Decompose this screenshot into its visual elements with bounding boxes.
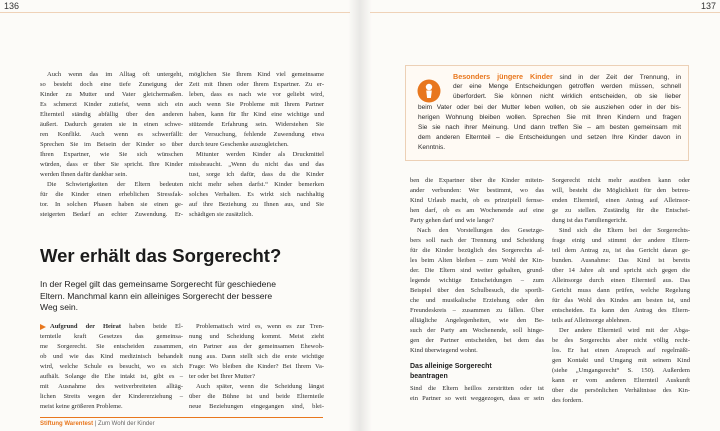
text-line: Sorgerecht nicht mehr ausüben kann oder	[552, 177, 690, 184]
text-line: würden, dass er über Sie spricht. Ihre Kinder	[40, 161, 183, 168]
intro-line: Eltern. Manchmal kann ein alleiniges Sorgerecht der bessere	[40, 290, 273, 301]
text-line: nicht mehr sehen darfst.“ Kinder bemerken	[189, 181, 324, 188]
arrow-marker-icon	[40, 324, 46, 330]
text-line: such der Party am Wochenende, soll hinge-	[410, 327, 544, 334]
top-rule-left	[0, 12, 350, 13]
paragraph-rest	[40, 332, 183, 412]
text-line: beim Vater oder bei der Mutter leben wollen, ob sie ausziehen oder in der bis-	[418, 103, 681, 111]
text-line: aufhält. Solange die Ehe intakt ist, gibt es –	[40, 373, 183, 380]
text-line: tust, sorge ich dafür, dass du die Kinder	[189, 171, 324, 178]
text-line: Nach den Vorstellungen des Gesetzge-	[417, 227, 544, 234]
text-line: tor. In solchen Phasen haben sie einen ge-	[40, 201, 183, 208]
subheading-line: Das alleinige Sorgerecht	[410, 363, 492, 370]
paragraph	[552, 176, 690, 226]
text-line: der Versuchung, fehlende Zuwendung etwa	[189, 131, 324, 138]
text-line: missbraucht. „Wenn du nicht das und das	[189, 161, 324, 168]
paragraph	[40, 332, 183, 412]
paragraph	[189, 70, 324, 150]
text-line: Auch später, wenn die Scheidung längst	[196, 383, 324, 390]
text-line: für die Kinder bezüglich des Sorgerechts al-	[410, 247, 544, 254]
column-body	[410, 176, 544, 356]
intro-line: Weg sein.	[40, 302, 79, 313]
text-line: nung aus. Dann stellt sich die erste wichtige	[189, 353, 324, 360]
text-line: nung und Scheidung kommt. Meist zieht	[189, 333, 324, 340]
text-line: les beim Alten bleiben – zum Wohl der Kin-	[410, 257, 544, 264]
text-line: Elternteil ständig abfällig über den anderen	[40, 111, 183, 118]
text-line: frage einig und stimmt der andere Eltern-	[552, 237, 690, 244]
text-line: Sind die Eltern heillos zerstritten oder ist	[410, 385, 544, 392]
text-line: Ihren Expartner, wie Sie sich wünschen	[40, 151, 183, 158]
right-column-1	[410, 176, 544, 404]
text-line: Beispiel über den Schulbesuch, die sportli-	[410, 287, 544, 294]
text-line: über 14 Jahre alt und spricht sich gegen die	[552, 267, 690, 274]
text-line: Es schmerzt Kinder zutiefst, wenn sich ein	[40, 101, 183, 108]
paragraph	[410, 176, 544, 226]
paragraph	[189, 382, 324, 412]
text-line: Kenntnis.	[418, 144, 446, 152]
section-intro	[40, 279, 340, 314]
page-footer	[40, 420, 155, 428]
text-line: kann er vom anderen Elternteil Auskunft	[552, 377, 690, 384]
subheading	[410, 362, 544, 382]
text-line: lichen Streits wegen der Kindererziehung –	[40, 393, 183, 400]
text-line: mit Ausnahme des weitverbreiteten alltäg-	[40, 383, 183, 390]
text-line: möglichen Sie Ihrem Kind viel gemeinsame	[189, 71, 324, 78]
text-line: überfordert. Sie können nicht wirklich entscheiden, ob sie lieber	[453, 93, 681, 101]
page-number-right: 137	[700, 1, 716, 11]
text-line: ein Partner aus der gemeinsamen Ehewoh-	[189, 343, 324, 350]
text-line: ternteile kraft Gesetzes das gemeinsa-	[40, 333, 183, 340]
text-line: ter oder bei Ihrer Mutter?	[189, 373, 256, 380]
text-line: durch teure Geschenke auszugleichen.	[189, 141, 289, 148]
text-line: teils auf Alleinsorge ablehnen.	[552, 317, 631, 324]
text-line: für die Kinder einen erheblichen Stressfak-	[40, 191, 183, 198]
intro-line: In der Regel gilt das gemeinsame Sorgerecht für geschiedene	[40, 279, 276, 289]
tip-lead: Besonders jüngere Kinder	[453, 72, 553, 81]
text-line: dem anderen Elternteil – die Entscheidungen und setzen Ihre Kinder davon in	[418, 134, 681, 142]
left-lower-column-1	[40, 322, 183, 412]
text-line: will, besteht die Möglichkeit für den betreu-	[552, 187, 690, 194]
text-line: Party gehen darf und wie lange?	[410, 217, 494, 224]
text-line: Auch wenn das im Alltag oft untergeht,	[47, 71, 183, 78]
paragraph	[552, 326, 690, 406]
page-number-left: 136	[4, 1, 20, 11]
text-line: Kind Urlaub macht, ob es prinzipiell fernse-	[410, 197, 544, 204]
text-line: so besteht doch eine tiefe Zuneigung der	[40, 81, 183, 88]
tip-box-text	[418, 72, 681, 154]
paragraph	[410, 384, 544, 404]
text-line: schädigen sie zusätzlich.	[189, 211, 254, 218]
text-line: werden Ihnen dafür dankbar sein.	[40, 171, 128, 178]
footer-book-title: Zum Wohl der Kinder	[98, 421, 155, 427]
text-line: Sind sich die Eltern bei der Sorgerechts-	[559, 227, 690, 234]
text-line: für das Wohl des Kindes am besten ist, und	[552, 297, 690, 304]
text-line	[418, 72, 681, 82]
text-line: be des Sorgerechts aber nicht völlig recht-	[552, 337, 690, 344]
footer-rule	[40, 417, 323, 418]
paragraph	[552, 226, 690, 326]
section-heading: Wer erhält das Sorgerecht?	[40, 245, 282, 266]
text-line: gen der Partner entscheiden, bei dem das	[410, 337, 544, 344]
text-line: Die Schwierigkeiten der Eltern bedeuten	[47, 181, 183, 188]
text-line: des fordern.	[552, 397, 584, 404]
text-line: Der andere Elternteil wird mit der Abga-	[559, 327, 690, 334]
text-line: (siehe „Umgangsrecht“ S. 150). Außerdem	[552, 367, 690, 374]
text-line: hen darf, ob es am Wochenende auf eine	[410, 207, 544, 214]
paragraph	[189, 322, 324, 382]
footer-publisher: Stiftung Warentest	[40, 421, 94, 427]
text-line: Zeit mit Ihnen oder Ihrem Expartner. Zu er-	[189, 81, 324, 88]
tip-lead-rest: sind in der Zeit der Trennung, in	[552, 74, 681, 81]
text-line: Kinder zu Mutter und Vater gleichermaßen.	[40, 91, 183, 98]
text-line: ge zu stellen. Zuständig für die Entschei-	[552, 207, 690, 214]
top-rule-right	[370, 12, 720, 13]
text-line: ein Partner so weit weggezogen, dass er sein	[410, 395, 544, 402]
text-line: bunden. Ausnahme: Das Kind ist bereits	[552, 257, 690, 264]
paragraph	[189, 150, 324, 220]
text-line: me Sorgerecht. Sie entscheiden zusammen,	[40, 343, 183, 350]
text-line: neue Beziehungen eingegangen sind, blei-	[189, 403, 324, 410]
text-line: über die persönlichen Verhältnisse des Kin-	[552, 387, 690, 394]
text-line: che und musikalische Erziehung oder den	[410, 297, 544, 304]
footer-separator: |	[94, 421, 97, 427]
text-line: auf ihre Beziehung zu Ihnen aus, und Sie	[189, 201, 324, 208]
left-upper-column-2	[189, 70, 324, 220]
text-line: ob und wie das Kind medizinisch behandelt	[40, 353, 183, 360]
text-line: ander verbunden: Wer bestimmt, wo das	[410, 187, 544, 194]
text-line: auch wenn Sie Probleme mit Ihrem Partner	[189, 101, 324, 108]
text-line: alltägliche Angelegenheiten, wie den Be-	[410, 317, 544, 324]
left-lower-column-2	[189, 322, 324, 412]
text-line: Sie sie nach ihrer Meinung. Und dann treffen Sie – am besten gemeinsam mit	[418, 123, 681, 131]
right-column-2	[552, 176, 690, 406]
text-line: äußert. Dadurch geraten sie in einen schwe-	[40, 121, 183, 128]
text-line: bers soll nach der Trennung und Scheidung	[410, 237, 544, 244]
text-line: steigerten Bedarf an echter Zuwendung. Er-	[40, 211, 183, 218]
text-line: stützende Erfahrung sein. Widerstehen Sie	[189, 121, 324, 128]
text-line: wird, welche Schule es besucht, wo es sich	[40, 363, 183, 370]
text-line: Alleinsorge durch einen Elternteil aus. Das	[552, 277, 690, 284]
text-line: Problematisch wird es, wenn es zur Tren-	[196, 323, 324, 330]
text-line: meist keine größeren Probleme.	[40, 403, 123, 410]
text-line: los. Er hat einen Anspruch auf regelmäßi-	[552, 347, 690, 354]
text-line: Mitunter werden Kinder als Druckmittel	[196, 151, 324, 158]
text-line: haben, kann für Ihr Kind eine wichtige und	[189, 111, 324, 118]
text-line: Gericht muss dann prüfen, welche Regelung	[552, 287, 690, 294]
text-line: Kind überwiegend wohnt.	[410, 347, 478, 354]
text-line: legende wichtige Entscheidungen – zum	[410, 277, 544, 284]
text-line: entscheiden. Es kann den Antrag des Eltern-	[552, 307, 690, 314]
paragraph	[40, 70, 183, 180]
text-line: Frage: Wo bleiben die Kinder? Bei Ihrem Va-	[189, 363, 324, 370]
subheading-line: beantragen	[410, 373, 448, 380]
text-line: Freundeskreis – zusammen zu fällen. Über	[410, 307, 544, 314]
text-line: enden Elternteil, einen Antrag auf Alleinsor-	[552, 197, 690, 204]
left-upper-column-1	[40, 70, 183, 220]
text-line: ren Konflikt. Auch wenn es schwerfällt:	[40, 131, 183, 138]
paragraph	[410, 226, 544, 356]
text-line: teil dem Antrag zu, ist das Gericht daran ge-	[552, 247, 690, 254]
text-line: dung ist das Familiengericht.	[552, 217, 628, 224]
text-line: gen Kontakt und Umgang mit seinem Kind	[552, 357, 690, 364]
text-line: ben die Expartner über die Kinder mitein-	[410, 177, 544, 184]
book-gutter	[348, 0, 372, 431]
text-line: leben, dass es nach wie vor geliebt wird,	[189, 91, 324, 98]
text-line: solches Verhalten. Es wirkt sich nachhaltig	[189, 191, 324, 198]
text-line: über die Bühne ist und beide Elternteile	[189, 393, 324, 400]
text-line: Sprechen Sie im Beisein der Kinder so über	[40, 141, 183, 148]
text-line	[40, 322, 183, 332]
text-line: der. Die Eltern sind weiter gehalten, grund-	[410, 267, 544, 274]
text-line: herigen Wohnung bleiben wollen. Sprechen Sie mit Ihren Kindern und fragen	[418, 113, 681, 121]
column-body	[410, 384, 544, 404]
lead-in-rest: haben beide El-	[121, 323, 183, 330]
text-line: der eine Menge Entscheidungen getroffen werden müssen, schnell	[453, 83, 681, 91]
paragraph	[40, 180, 183, 220]
lead-in-bold: Aufgrund der Heirat	[50, 323, 122, 330]
